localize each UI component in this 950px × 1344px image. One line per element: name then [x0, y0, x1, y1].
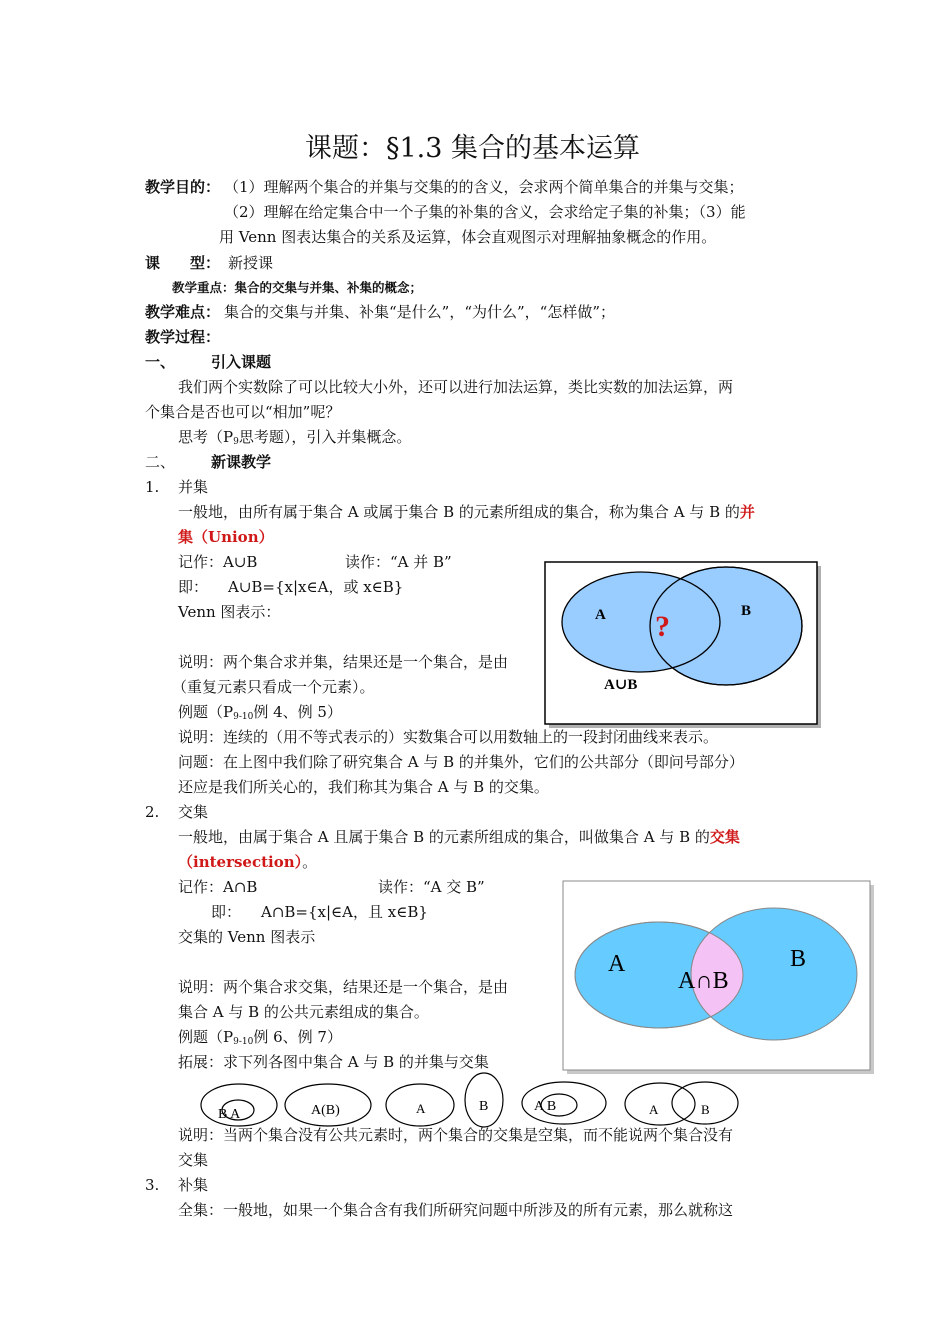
svg-text:B: B	[479, 1099, 489, 1114]
section2-number: 二、	[145, 453, 176, 471]
section1-title: 引入课题	[211, 353, 272, 371]
complement-definition-line1: 全集：一般地，如果一个集合含有我们所研究问题中所涉及的所有元素，那么就称这	[178, 1201, 734, 1219]
objective-line-1: （1）理解两个集合的并集与交集的的含义，会求两个简单集合的并集与交集；	[224, 178, 744, 196]
union-formula: A∪B={x|x∈A，或 x∈B}	[228, 578, 404, 596]
key-points: 教学重点：集合的交集与并集、补集的概念；	[172, 280, 423, 295]
union-venn-caption: A∪B	[604, 677, 638, 693]
union-note2: 说明：连续的（用不等式表示的）实数集合可以用数轴上的一段封闭曲线来表示。	[178, 728, 719, 746]
extension-figure-3	[386, 1073, 503, 1127]
svg-text:B A: B A	[218, 1107, 241, 1122]
svg-text:A: A	[416, 1101, 426, 1116]
question-mark: ?	[655, 610, 670, 643]
union-reading: 读作：“A 并 B”	[345, 553, 452, 571]
union-question-line1: 问题：在上图中我们除了研究集合 A 与 B 的并集外，它们的公共部分（即问号部分）	[178, 753, 744, 771]
union-venn-label-b: B	[741, 603, 752, 619]
complement-number: 3.	[145, 1176, 160, 1194]
section1-para-line1: 我们两个实数除了可以比较大小外，还可以进行加法运算，类比实数的加法运算，两	[178, 378, 734, 396]
intersection-venn-label-b: B	[790, 946, 807, 972]
union-term: 集（Union）	[178, 528, 274, 546]
svg-text:A(B): A(B)	[311, 1103, 340, 1118]
intersection-notation: 记作：A∩B	[178, 878, 258, 896]
extension-figure-4	[522, 1082, 606, 1124]
lesson-type-label: 课 型：	[145, 254, 221, 272]
intersection-term: （intersection）。	[178, 853, 318, 871]
union-definition-line1: 一般地，由所有属于集合 A 或属于集合 B 的元素所组成的集合，称为集合 A 与 B 的并	[178, 503, 755, 521]
union-venn-label-a: A	[595, 607, 606, 623]
intersection-title: 交集	[178, 803, 209, 821]
section1-think: 思考（$P_9$思考题），引入并集概念。	[178, 428, 412, 447]
difficulty-label: 教学难点：	[145, 303, 221, 321]
objective-line-3: 用 Venn 图表达集合的关系及运算，体会直观图示对理解抽象概念的作用。	[219, 228, 717, 246]
intersection-definition-line1: 一般地，由属于集合 A 且属于集合 B 的元素所组成的集合，叫做集合 A 与 B 的交集	[178, 828, 740, 846]
complement-title: 补集	[178, 1176, 209, 1194]
union-notation: 记作：A∪B	[178, 553, 258, 571]
section1-number: 一、	[145, 353, 176, 371]
extension-figure-1	[201, 1084, 277, 1126]
svg-text:A: A	[649, 1102, 659, 1117]
page-title: 课题：§1.3 集合的基本运算	[305, 133, 641, 164]
intersection-note-line1: 说明：两个集合求交集，结果还是一个集合，是由	[178, 978, 509, 996]
union-example: 例题（$P_{9-10}$例 4、例 5）	[178, 703, 342, 722]
intersection-number: 2.	[145, 803, 160, 821]
section1-para-line2: 个集合是否也可以“相加”呢？	[145, 403, 341, 421]
union-note-line2: （重复元素只看成一个元素）。	[172, 678, 375, 696]
intersection-venn-center: A∩B	[678, 968, 729, 994]
objectives-label: 教学目的：	[145, 178, 221, 196]
intersection-venn-diagram	[562, 880, 876, 1076]
intersection-note-line2: 集合 A 与 B 的公共元素组成的集合。	[178, 1003, 429, 1021]
intersection-extend: 拓展：求下列各图中集合 A 与 B 的并集与交集	[178, 1053, 489, 1071]
difficulty-value: 集合的交集与并集、补集“是什么”，“为什么”，“怎样做”；	[224, 303, 616, 321]
objective-line-2: （2）理解在给定集合中一个子集的补集的含义，会求给定子集的补集；（3）能	[224, 203, 746, 221]
svg-text:B: B	[701, 1102, 710, 1117]
intersection-formula-label: 即：	[211, 903, 242, 921]
union-venn-label: Venn 图表示：	[178, 603, 281, 621]
union-title: 并集	[178, 478, 209, 496]
intersection-reading: 读作：“A 交 B”	[378, 878, 485, 896]
lesson-type-value: 新授课	[228, 254, 274, 272]
union-question-line2: 还应是我们所关心的，我们称其为集合 A 与 B 的交集。	[178, 778, 549, 796]
intersection-formula: A∩B={x|∈A，且 x∈B}	[261, 903, 428, 921]
section2-title: 新课教学	[211, 453, 272, 471]
union-formula-label: 即：	[178, 578, 209, 596]
union-number: 1.	[145, 478, 160, 496]
intersection-empty-note-line1: 说明：当两个集合没有公共元素时，两个集合的交集是空集，而不能说两个集合没有	[178, 1126, 734, 1144]
intersection-example: 例题（$P_{9-10}$例 6、例 7）	[178, 1028, 342, 1047]
extension-figures	[198, 1072, 748, 1128]
extension-figure-5	[625, 1082, 738, 1125]
svg-text:A B: A B	[534, 1099, 557, 1114]
intersection-empty-note-line2: 交集	[178, 1151, 209, 1169]
union-venn-diagram	[544, 561, 824, 731]
intersection-venn-label: 交集的 Venn 图表示	[178, 928, 316, 946]
intersection-venn-label-a: A	[608, 951, 626, 977]
process-label: 教学过程：	[145, 328, 221, 346]
extension-figure-2	[285, 1084, 371, 1126]
union-note-line1: 说明：两个集合求并集，结果还是一个集合，是由	[178, 653, 509, 671]
